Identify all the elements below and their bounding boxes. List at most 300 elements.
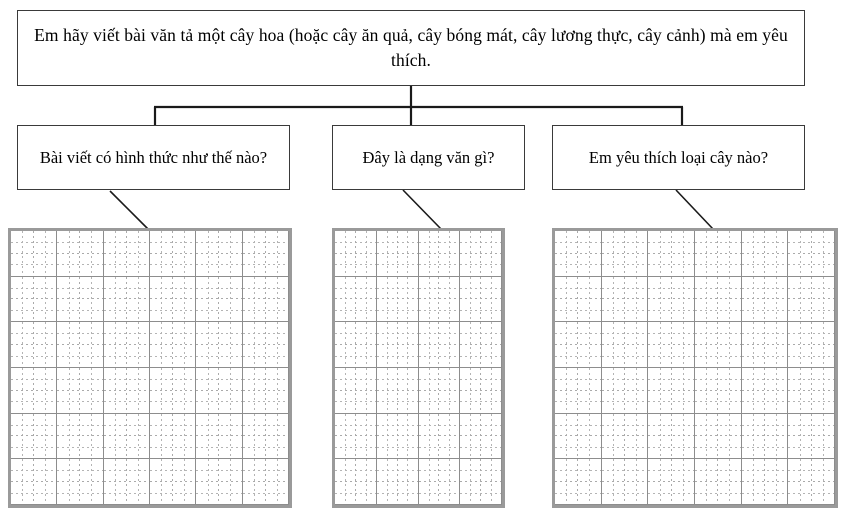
grid-guide-line xyxy=(22,231,23,276)
grid-guide-line xyxy=(460,447,501,448)
grid-cell[interactable] xyxy=(788,414,835,460)
grid-guide-line xyxy=(602,401,648,402)
grid-cell[interactable] xyxy=(104,459,150,505)
grid-guide-line xyxy=(742,401,788,402)
grid-guide-line xyxy=(366,368,367,413)
grid-guide-line xyxy=(345,322,346,367)
grid-guide-line xyxy=(776,322,777,367)
grid-guide-line xyxy=(449,459,450,504)
grid-cell[interactable] xyxy=(57,231,103,277)
grid-cell[interactable] xyxy=(602,322,649,368)
grid-guide-line xyxy=(800,322,801,367)
grid-guide-line xyxy=(695,379,741,380)
grid-guide-line xyxy=(115,459,116,504)
grid-cell[interactable] xyxy=(788,231,835,277)
grid-cell[interactable] xyxy=(243,277,289,323)
grid-guide-line xyxy=(230,414,231,459)
grid-cell[interactable] xyxy=(377,368,419,414)
grid-guide-line xyxy=(407,231,408,276)
grid-guide-line xyxy=(660,414,661,459)
grid-guide-line xyxy=(11,264,56,265)
grid-guide-line xyxy=(104,401,149,402)
grid-guide-line xyxy=(138,368,139,413)
grid-guide-line xyxy=(460,493,501,494)
grid-guide-line xyxy=(648,288,694,289)
grid-guide-line xyxy=(57,493,102,494)
grid-guide-line xyxy=(823,414,824,459)
grid-cell[interactable] xyxy=(555,459,602,505)
grid-guide-line xyxy=(377,401,418,402)
grid-cell[interactable] xyxy=(377,414,419,460)
grid-guide-line xyxy=(407,322,408,367)
grid-cell[interactable] xyxy=(150,277,196,323)
grid-guide-line xyxy=(695,333,741,334)
grid-cell[interactable] xyxy=(742,322,789,368)
grid-cell[interactable] xyxy=(11,414,57,460)
grid-cell[interactable] xyxy=(243,414,289,460)
grid-cell[interactable] xyxy=(602,231,649,277)
grid-guide-line xyxy=(823,231,824,276)
grid-guide-line xyxy=(491,414,492,459)
grid-guide-line xyxy=(729,368,730,413)
question-text-2: Đây là dạng văn gì? xyxy=(362,147,495,167)
grid-cell[interactable] xyxy=(555,368,602,414)
grid-guide-line xyxy=(753,459,754,504)
grid-guide-line xyxy=(377,288,418,289)
grid-guide-line xyxy=(555,493,601,494)
grid-guide-line xyxy=(345,459,346,504)
grid-cell[interactable] xyxy=(602,368,649,414)
grid-cell[interactable] xyxy=(335,459,377,505)
grid-guide-line xyxy=(377,447,418,448)
answer-grid-2[interactable] xyxy=(332,228,505,508)
grid-cell[interactable] xyxy=(419,277,461,323)
grid-guide-line xyxy=(742,447,788,448)
grid-guide-line xyxy=(45,231,46,276)
grid-guide-line xyxy=(11,310,56,311)
grid-guide-line xyxy=(22,414,23,459)
grid-guide-line xyxy=(460,333,501,334)
grid-guide-line xyxy=(69,368,70,413)
grid-guide-line xyxy=(589,322,590,367)
grid-cell[interactable] xyxy=(335,277,377,323)
grid-guide-line xyxy=(589,277,590,322)
grid-guide-line xyxy=(57,333,102,334)
grid-guide-line xyxy=(243,333,288,334)
grid-cell[interactable] xyxy=(460,459,502,505)
grid-guide-line xyxy=(636,414,637,459)
grid-cell[interactable] xyxy=(57,414,103,460)
grid-guide-line xyxy=(230,459,231,504)
question-box-3 xyxy=(552,125,805,190)
grid-guide-line xyxy=(419,310,460,311)
grid-guide-line xyxy=(11,356,56,357)
grid-guide-line xyxy=(45,322,46,367)
grid-guide-line xyxy=(419,447,460,448)
grid-guide-line xyxy=(115,277,116,322)
grid-guide-line xyxy=(683,414,684,459)
grid-cell[interactable] xyxy=(335,414,377,460)
grid-guide-line xyxy=(57,447,102,448)
grid-cell[interactable] xyxy=(788,368,835,414)
grid-guide-line xyxy=(589,231,590,276)
grid-guide-line xyxy=(184,459,185,504)
grid-cell[interactable] xyxy=(695,231,742,277)
grid-guide-line xyxy=(742,356,788,357)
grid-guide-line xyxy=(742,470,788,471)
grid-cell[interactable] xyxy=(460,322,502,368)
grid-cell[interactable] xyxy=(742,368,789,414)
grid-guide-line xyxy=(555,447,601,448)
grid-cell[interactable] xyxy=(742,231,789,277)
grid-guide-line xyxy=(335,356,376,357)
grid-cell[interactable] xyxy=(460,231,502,277)
grid-cell[interactable] xyxy=(377,322,419,368)
grid-guide-line xyxy=(555,310,601,311)
grid-guide-line xyxy=(57,379,102,380)
grid-guide-line xyxy=(742,288,788,289)
grid-cell[interactable] xyxy=(57,322,103,368)
answer-grid-3[interactable] xyxy=(552,228,838,508)
grid-guide-line xyxy=(243,447,288,448)
grid-guide-line xyxy=(243,242,288,243)
grid-guide-line xyxy=(184,322,185,367)
grid-cell[interactable] xyxy=(695,322,742,368)
grid-guide-line xyxy=(184,231,185,276)
grid-guide-line xyxy=(555,288,601,289)
grid-cell[interactable] xyxy=(788,322,835,368)
grid-guide-line xyxy=(566,322,567,367)
grid-guide-line xyxy=(648,470,694,471)
grid-cell[interactable] xyxy=(335,231,377,277)
grid-cell[interactable] xyxy=(555,231,602,277)
grid-cell[interactable] xyxy=(104,277,150,323)
grid-cell[interactable] xyxy=(602,414,649,460)
grid-cell[interactable] xyxy=(104,368,150,414)
grid-cell[interactable] xyxy=(648,277,695,323)
grid-guide-line xyxy=(196,379,241,380)
grid-cell[interactable] xyxy=(695,459,742,505)
grid-cell[interactable] xyxy=(788,277,835,323)
grid-guide-line xyxy=(788,356,834,357)
grid-cell[interactable] xyxy=(335,322,377,368)
grid-guide-line xyxy=(230,368,231,413)
grid-guide-line xyxy=(407,459,408,504)
grid-cell[interactable] xyxy=(150,322,196,368)
grid-cell[interactable] xyxy=(460,414,502,460)
grid-guide-line xyxy=(104,425,149,426)
grid-guide-line xyxy=(823,368,824,413)
grid-guide-line xyxy=(138,459,139,504)
grid-cell[interactable] xyxy=(648,368,695,414)
grid-guide-line xyxy=(460,264,501,265)
grid-guide-line xyxy=(345,368,346,413)
grid-guide-line xyxy=(196,447,241,448)
grid-guide-line xyxy=(491,459,492,504)
grid-guide-line xyxy=(104,333,149,334)
grid-guide-line xyxy=(648,401,694,402)
grid-guide-line xyxy=(254,322,255,367)
grid-guide-line xyxy=(104,288,149,289)
grid-guide-line xyxy=(555,242,601,243)
grid-guide-line xyxy=(683,459,684,504)
grid-guide-line xyxy=(254,277,255,322)
grid-cell[interactable] xyxy=(460,277,502,323)
grid-guide-line xyxy=(602,493,648,494)
grid-guide-line xyxy=(150,333,195,334)
grid-guide-line xyxy=(196,493,241,494)
grid-guide-line xyxy=(407,414,408,459)
grid-guide-line xyxy=(823,459,824,504)
grid-guide-line xyxy=(184,414,185,459)
grid-guide-line xyxy=(706,368,707,413)
grid-cell[interactable] xyxy=(602,277,649,323)
grid-guide-line xyxy=(277,277,278,322)
grid-guide-line xyxy=(11,242,56,243)
grid-cell[interactable] xyxy=(196,368,242,414)
grid-guide-line xyxy=(91,277,92,322)
grid-cell[interactable] xyxy=(11,368,57,414)
grid-guide-line xyxy=(460,470,501,471)
grid-cell[interactable] xyxy=(150,459,196,505)
grid-cell[interactable] xyxy=(377,231,419,277)
grid-guide-line xyxy=(208,277,209,322)
grid-cell[interactable] xyxy=(243,368,289,414)
grid-guide-line xyxy=(648,242,694,243)
grid-cell[interactable] xyxy=(104,231,150,277)
grid-guide-line xyxy=(335,379,376,380)
grid-guide-line xyxy=(636,322,637,367)
grid-guide-line xyxy=(335,264,376,265)
grid-cell[interactable] xyxy=(57,368,103,414)
grid-guide-line xyxy=(91,414,92,459)
grid-cell[interactable] xyxy=(196,459,242,505)
grid-guide-line xyxy=(602,242,648,243)
grid-cell[interactable] xyxy=(648,414,695,460)
grid-guide-line xyxy=(184,368,185,413)
grid-cell[interactable] xyxy=(335,368,377,414)
grid-cell[interactable] xyxy=(419,231,461,277)
grid-guide-line xyxy=(208,414,209,459)
grid-guide-line xyxy=(788,288,834,289)
grid-cell[interactable] xyxy=(150,368,196,414)
grid-guide-line xyxy=(335,288,376,289)
grid-guide-line xyxy=(104,264,149,265)
grid-cell[interactable] xyxy=(243,231,289,277)
grid-cell[interactable] xyxy=(57,277,103,323)
grid-guide-line xyxy=(429,459,430,504)
grid-guide-line xyxy=(150,401,195,402)
grid-guide-line xyxy=(196,242,241,243)
grid-cell[interactable] xyxy=(460,368,502,414)
grid-guide-line xyxy=(161,368,162,413)
grid-cell[interactable] xyxy=(742,459,789,505)
grid-cell[interactable] xyxy=(742,277,789,323)
grid-cell[interactable] xyxy=(243,322,289,368)
grid-guide-line xyxy=(57,356,102,357)
grid-cell[interactable] xyxy=(196,414,242,460)
grid-cell[interactable] xyxy=(419,368,461,414)
grid-guide-line xyxy=(230,322,231,367)
grid-guide-line xyxy=(683,231,684,276)
grid-cell[interactable] xyxy=(150,414,196,460)
grid-cell[interactable] xyxy=(648,231,695,277)
grid-guide-line xyxy=(602,310,648,311)
grid-guide-line xyxy=(555,333,601,334)
grid-guide-line xyxy=(138,231,139,276)
grid-guide-line xyxy=(589,459,590,504)
grid-cells-2 xyxy=(335,231,502,505)
grid-guide-line xyxy=(695,356,741,357)
grid-guide-line xyxy=(788,379,834,380)
grid-cell[interactable] xyxy=(555,322,602,368)
grid-guide-line xyxy=(11,379,56,380)
grid-guide-line xyxy=(660,231,661,276)
grid-guide-line xyxy=(460,356,501,357)
grid-guide-line xyxy=(429,231,430,276)
grid-cell[interactable] xyxy=(695,414,742,460)
grid-guide-line xyxy=(345,277,346,322)
grid-cell[interactable] xyxy=(419,459,461,505)
grid-cell[interactable] xyxy=(57,459,103,505)
grid-guide-line xyxy=(138,277,139,322)
grid-cell[interactable] xyxy=(11,277,57,323)
grid-cell[interactable] xyxy=(742,414,789,460)
grid-guide-line xyxy=(11,333,56,334)
grid-guide-line xyxy=(11,447,56,448)
grid-guide-line xyxy=(470,322,471,367)
grid-guide-line xyxy=(57,401,102,402)
grid-cell[interactable] xyxy=(150,231,196,277)
grid-guide-line xyxy=(419,242,460,243)
grid-guide-line xyxy=(208,231,209,276)
grid-cell[interactable] xyxy=(11,459,57,505)
grid-guide-line xyxy=(706,322,707,367)
grid-guide-line xyxy=(602,288,648,289)
grid-guide-line xyxy=(419,401,460,402)
grid-guide-line xyxy=(695,264,741,265)
grid-guide-line xyxy=(243,425,288,426)
grid-guide-line xyxy=(776,368,777,413)
grid-guide-line xyxy=(660,459,661,504)
grid-guide-line xyxy=(566,277,567,322)
grid-guide-line xyxy=(460,401,501,402)
grid-guide-line xyxy=(91,459,92,504)
grid-cell[interactable] xyxy=(196,277,242,323)
grid-guide-line xyxy=(115,368,116,413)
grid-guide-line xyxy=(742,333,788,334)
grid-guide-line xyxy=(45,368,46,413)
grid-guide-line xyxy=(57,264,102,265)
grid-guide-line xyxy=(555,401,601,402)
grid-guide-line xyxy=(419,379,460,380)
grid-cell[interactable] xyxy=(419,414,461,460)
grid-cell[interactable] xyxy=(104,322,150,368)
grid-guide-line xyxy=(800,277,801,322)
grid-guide-line xyxy=(196,333,241,334)
grid-guide-line xyxy=(788,264,834,265)
grid-cell[interactable] xyxy=(377,459,419,505)
grid-guide-line xyxy=(150,447,195,448)
grid-cell[interactable] xyxy=(11,231,57,277)
grid-guide-line xyxy=(589,414,590,459)
grid-guide-line xyxy=(387,414,388,459)
grid-cell[interactable] xyxy=(243,459,289,505)
grid-guide-line xyxy=(683,322,684,367)
grid-guide-line xyxy=(419,264,460,265)
grid-guide-line xyxy=(555,425,601,426)
grid-guide-line xyxy=(729,459,730,504)
grid-guide-line xyxy=(366,459,367,504)
grid-cells-3 xyxy=(555,231,835,505)
grid-cell[interactable] xyxy=(11,322,57,368)
grid-cell[interactable] xyxy=(648,459,695,505)
grid-cell[interactable] xyxy=(695,368,742,414)
grid-guide-line xyxy=(491,368,492,413)
grid-guide-line xyxy=(800,231,801,276)
grid-guide-line xyxy=(753,414,754,459)
grid-guide-line xyxy=(45,277,46,322)
grid-guide-line xyxy=(196,401,241,402)
grid-guide-line xyxy=(387,459,388,504)
grid-guide-line xyxy=(69,414,70,459)
grid-guide-line xyxy=(377,493,418,494)
grid-cell[interactable] xyxy=(695,277,742,323)
grid-guide-line xyxy=(555,264,601,265)
grid-guide-line xyxy=(387,368,388,413)
grid-cells-1 xyxy=(11,231,289,505)
grid-guide-line xyxy=(613,322,614,367)
grid-guide-line xyxy=(470,368,471,413)
grid-cell[interactable] xyxy=(104,414,150,460)
grid-guide-line xyxy=(460,242,501,243)
grid-guide-line xyxy=(115,414,116,459)
grid-guide-line xyxy=(11,401,56,402)
grid-guide-line xyxy=(753,231,754,276)
prompt-box xyxy=(17,10,805,86)
grid-cell[interactable] xyxy=(602,459,649,505)
grid-cell[interactable] xyxy=(419,322,461,368)
grid-cell[interactable] xyxy=(788,459,835,505)
grid-guide-line xyxy=(706,231,707,276)
grid-guide-line xyxy=(57,288,102,289)
grid-guide-line xyxy=(196,470,241,471)
grid-guide-line xyxy=(419,356,460,357)
grid-guide-line xyxy=(91,368,92,413)
grid-guide-line xyxy=(566,231,567,276)
grid-guide-line xyxy=(660,368,661,413)
grid-guide-line xyxy=(45,414,46,459)
grid-cell[interactable] xyxy=(555,277,602,323)
grid-guide-line xyxy=(335,447,376,448)
grid-guide-line xyxy=(243,493,288,494)
grid-guide-line xyxy=(706,459,707,504)
grid-cell[interactable] xyxy=(196,322,242,368)
grid-guide-line xyxy=(470,277,471,322)
grid-guide-line xyxy=(602,470,648,471)
grid-guide-line xyxy=(366,231,367,276)
answer-grid-1[interactable] xyxy=(8,228,292,508)
grid-cell[interactable] xyxy=(196,231,242,277)
grid-guide-line xyxy=(377,356,418,357)
grid-cell[interactable] xyxy=(555,414,602,460)
grid-cell[interactable] xyxy=(377,277,419,323)
grid-guide-line xyxy=(788,470,834,471)
grid-guide-line xyxy=(243,401,288,402)
grid-cell[interactable] xyxy=(648,322,695,368)
grid-guide-line xyxy=(800,414,801,459)
grid-guide-line xyxy=(491,322,492,367)
